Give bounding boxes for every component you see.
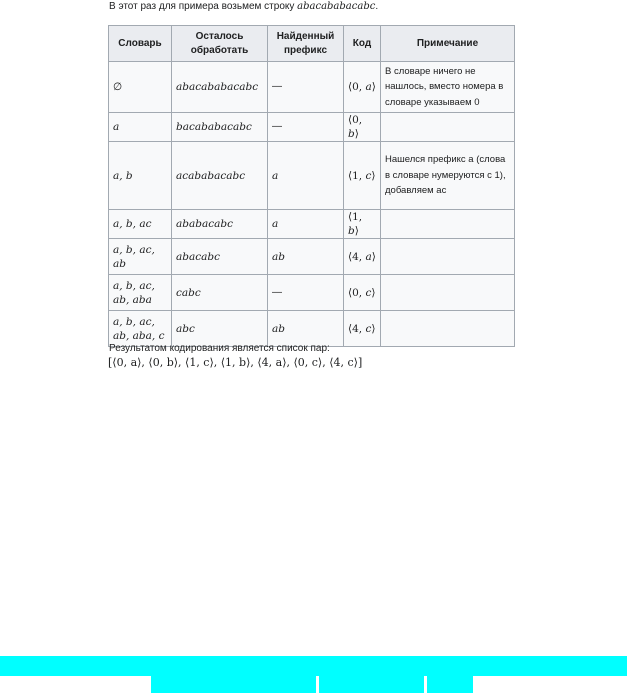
- cell-prefix: —: [268, 275, 344, 311]
- bottom-highlight-segment: [151, 676, 316, 693]
- cell-remaining: bacababacabc: [172, 113, 268, 142]
- cell-dictionary: a, b, ac, ab: [109, 239, 172, 275]
- intro-paragraph: [109, 0, 378, 14]
- cell-prefix: ab: [268, 239, 344, 275]
- lz78-example-table: [108, 25, 515, 347]
- cell-code: ⟨0, a⟩: [344, 62, 381, 113]
- cell-note: [381, 311, 515, 347]
- cell-dictionary: a, b, ac: [109, 210, 172, 239]
- cell-remaining: abacabc: [172, 239, 268, 275]
- cell-code: ⟨4, c⟩: [344, 311, 381, 347]
- cell-code: ⟨4, a⟩: [344, 239, 381, 275]
- cell-note: [381, 210, 515, 239]
- cell-note: В словаре ничего не нашлось, вместо номера в словаре указываем 0: [381, 62, 515, 113]
- cell-note: [381, 239, 515, 275]
- table-header-row: [109, 26, 515, 62]
- cell-remaining: acababacabc: [172, 142, 268, 210]
- table-row: [109, 210, 515, 239]
- header-prefix: Найденный префикс: [268, 26, 344, 62]
- cell-prefix: —: [268, 113, 344, 142]
- cell-remaining: abacababacabc: [172, 62, 268, 113]
- cell-remaining: abc: [172, 311, 268, 347]
- cell-code: ⟨1, b⟩: [344, 210, 381, 239]
- table-row: [109, 142, 515, 210]
- intro-example-string: abacababacabc: [297, 1, 376, 12]
- cell-dictionary: ∅: [109, 62, 172, 113]
- result-pairs: [⟨0, a⟩, ⟨0, b⟩, ⟨1, c⟩, ⟨1, b⟩, ⟨4, a⟩, ⟨0, c⟩, ⟨4, c⟩]: [108, 356, 363, 369]
- cell-note: [381, 113, 515, 142]
- cell-remaining: cabc: [172, 275, 268, 311]
- cell-prefix: ab: [268, 311, 344, 347]
- cell-note: [381, 275, 515, 311]
- cell-remaining: ababacabc: [172, 210, 268, 239]
- cell-dictionary: a: [109, 113, 172, 142]
- header-remaining: Осталось обработать: [172, 26, 268, 62]
- header-dictionary: Словарь: [109, 26, 172, 62]
- cell-code: ⟨0, b⟩: [344, 113, 381, 142]
- intro-period: .: [375, 1, 379, 12]
- bottom-highlight-segment: [427, 676, 473, 693]
- result-label: Результатом кодирования является список пар:: [109, 343, 330, 354]
- bottom-highlight-segment: [319, 676, 424, 693]
- cell-dictionary: a, b, ac, ab, aba: [109, 275, 172, 311]
- cell-note: Нашелся префикс a (слова в словаре нумеруются с 1), добавляем ac: [381, 142, 515, 210]
- cell-dictionary: a, b, ac, ab, aba, c: [109, 311, 172, 347]
- header-note: Примечание: [381, 26, 515, 62]
- table-row: [109, 275, 515, 311]
- table-row: [109, 62, 515, 113]
- bottom-highlight-bar: [0, 656, 627, 676]
- intro-text: В этот раз для примера возьмем строку: [109, 1, 298, 12]
- cell-prefix: —: [268, 62, 344, 113]
- header-code: Код: [344, 26, 381, 62]
- cell-dictionary: a, b: [109, 142, 172, 210]
- table-row: [109, 113, 515, 142]
- cell-code: ⟨1, c⟩: [344, 142, 381, 210]
- cell-prefix: a: [268, 210, 344, 239]
- cell-code: ⟨0, c⟩: [344, 275, 381, 311]
- cell-prefix: a: [268, 142, 344, 210]
- table-row: [109, 239, 515, 275]
